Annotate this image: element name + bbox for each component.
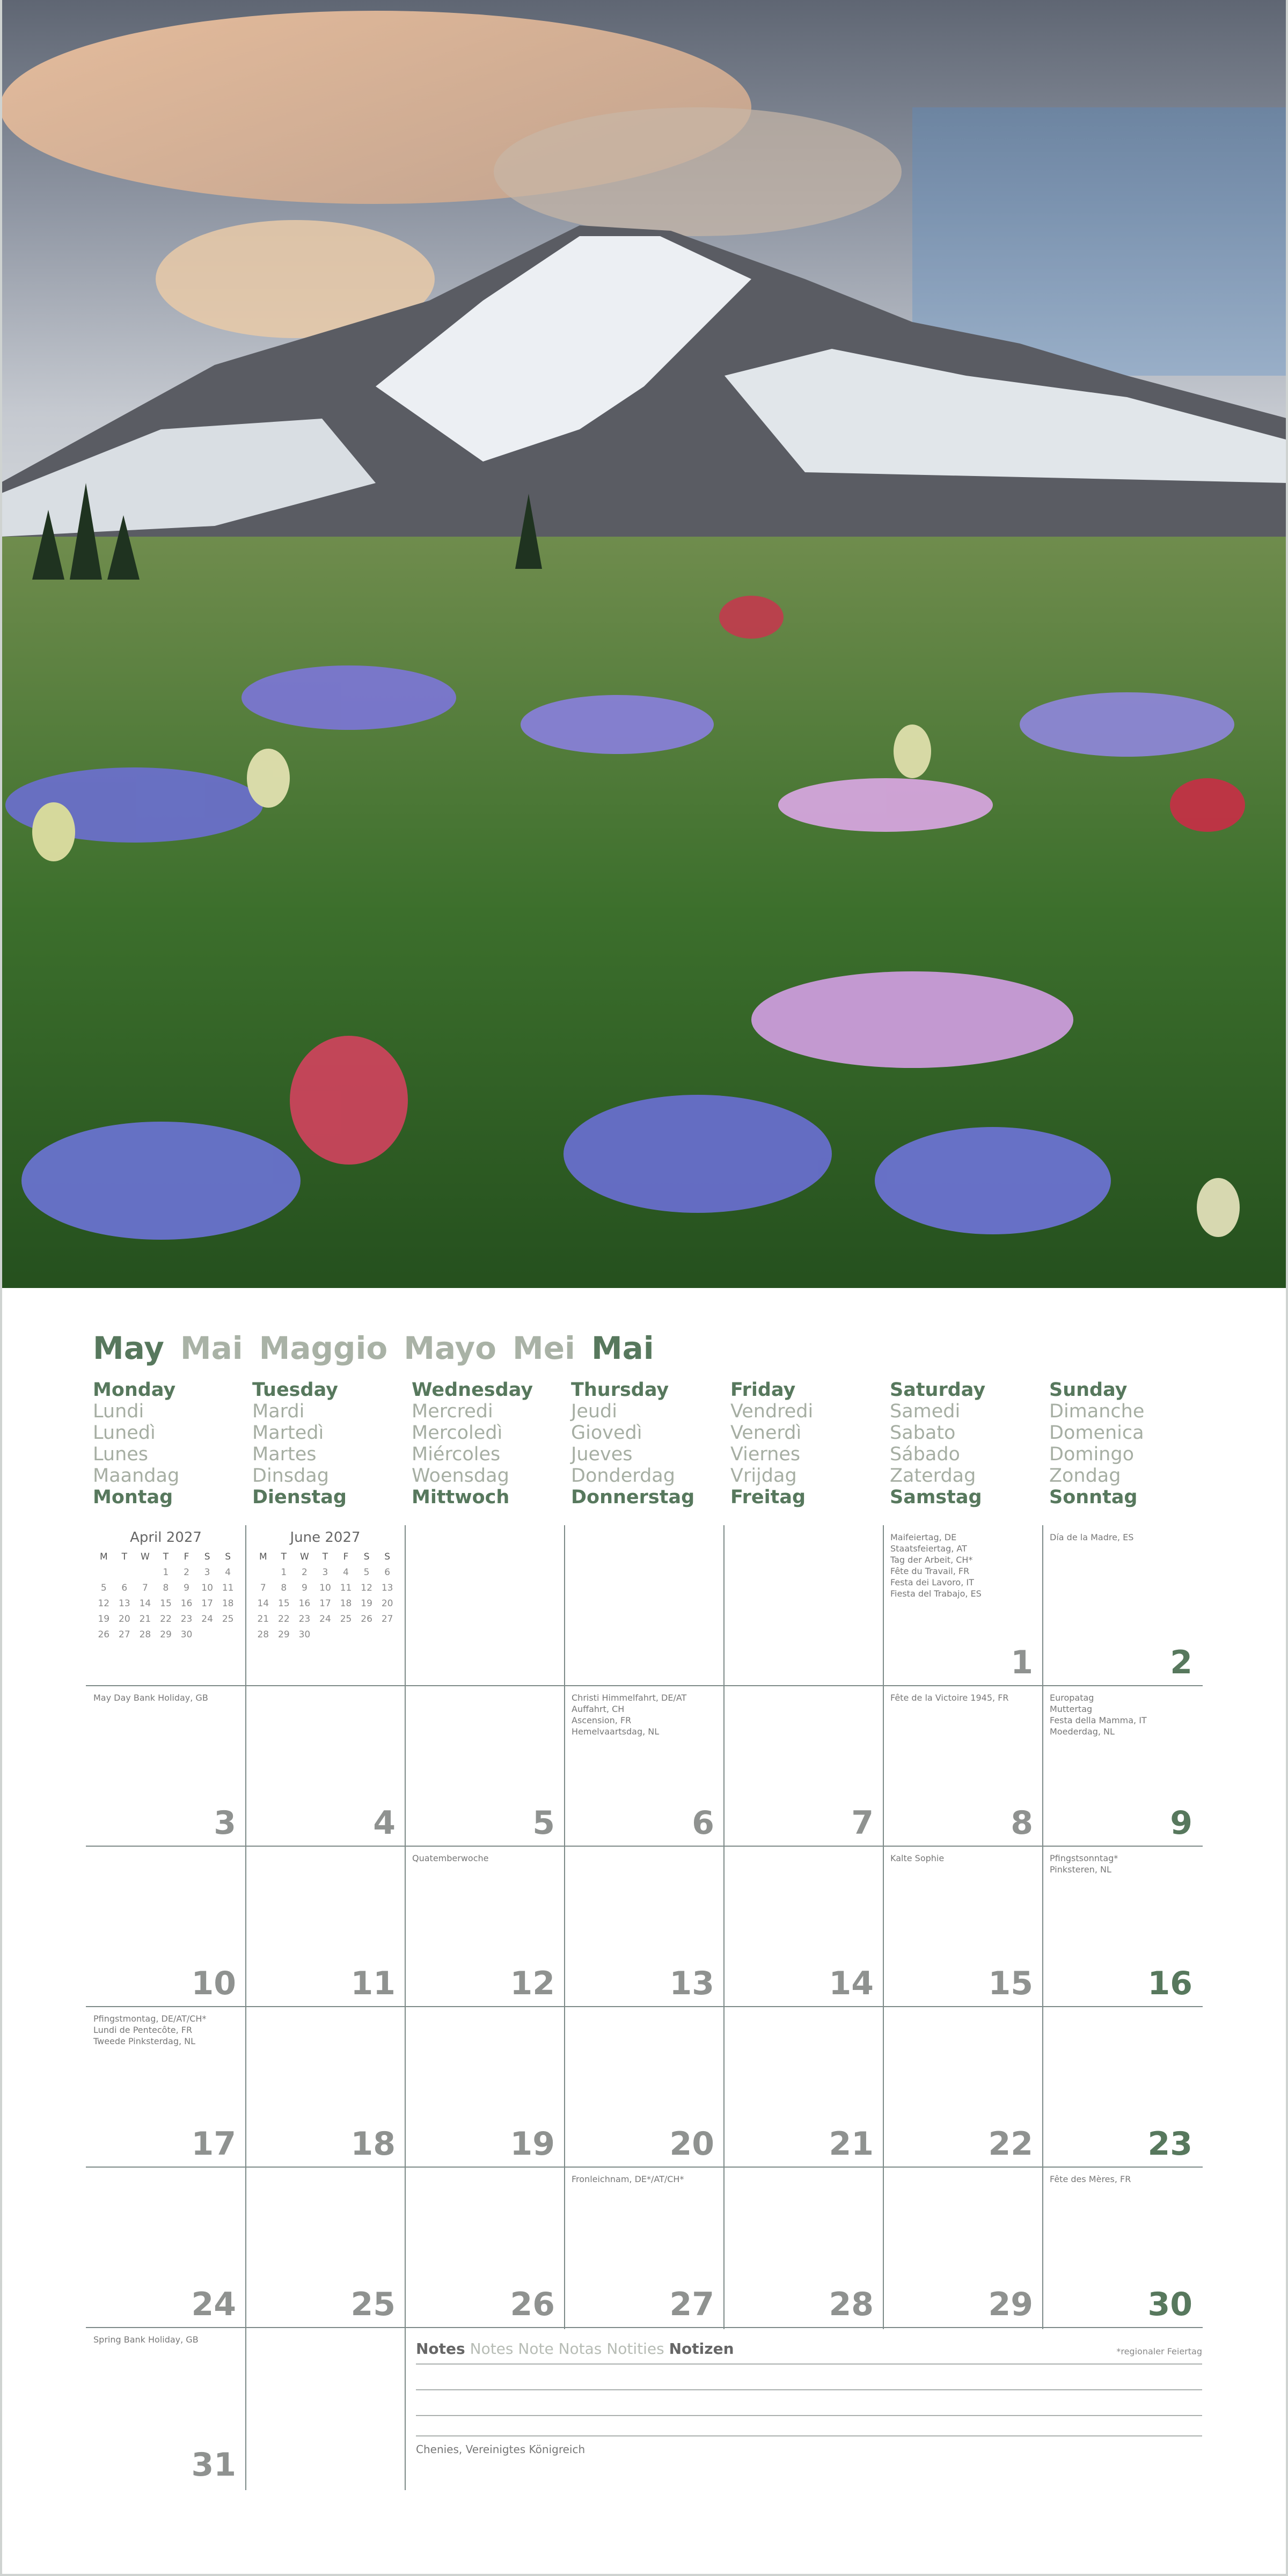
notes-area[interactable]: [411, 2330, 1202, 2491]
day-number: 4: [373, 1804, 396, 1842]
holiday-note: May Day Bank Holiday, GB: [93, 1693, 208, 1703]
month-name-nl: Mei: [513, 1330, 575, 1366]
day-cell[interactable]: [564, 1846, 724, 2007]
day-number: 22: [988, 2125, 1033, 2163]
day-cell[interactable]: [245, 2007, 405, 2168]
day-cell[interactable]: [883, 1846, 1043, 2007]
day-cell[interactable]: [405, 2007, 565, 2168]
day-number: 24: [191, 2286, 236, 2323]
month-name-it: Maggio: [259, 1330, 388, 1366]
day-cell[interactable]: [86, 1846, 246, 2007]
weekday-thursday: Thursday Jeudi Giovedì Jueves Donderdag Donnerstag: [571, 1379, 695, 1508]
day-cell[interactable]: [1042, 1686, 1202, 1847]
day-number: 23: [1147, 2125, 1192, 2163]
day-number: 20: [669, 2125, 714, 2163]
mini-calendar-june-cell: [245, 1525, 405, 1686]
holiday-note: Kalte Sophie: [890, 1853, 945, 1863]
notes-line: [416, 2389, 1202, 2390]
day-cell[interactable]: [564, 2007, 724, 2168]
day-cell[interactable]: [405, 2167, 565, 2328]
holiday-note: Maifeiertag, DE Staatsfeiertag, AT Tag der Arbeit, CH* Fête du Travail, FR Festa dei Lavoro, IT Fiesta del Trabajo, ES: [890, 1532, 982, 1599]
empty-cell: [245, 2328, 405, 2489]
day-cell[interactable]: [405, 1846, 565, 2007]
day-cell[interactable]: [1042, 2167, 1202, 2328]
holiday-note: Día de la Madre, ES: [1050, 1532, 1134, 1542]
mini-calendar-june: June 2027 M T W T F S S 1 2 3 4 5 6 7 8 9 10 11 12 13 14 15 16 17 18 19 20 21 22 23 24 25 26 27 28 29 30: [253, 1529, 398, 1642]
day-number: 26: [510, 2286, 555, 2323]
day-cell[interactable]: [245, 2167, 405, 2328]
day-number: 27: [669, 2286, 714, 2323]
weekday-friday: Friday Vendredi Venerdì Viernes Vrijdag Freitag: [730, 1379, 814, 1508]
holiday-note: Fête des Mères, FR: [1050, 2174, 1131, 2184]
holiday-note: Spring Bank Holiday, GB: [93, 2334, 199, 2345]
weekday-sunday: Sunday Dimanche Domenica Domingo Zondag Sonntag: [1049, 1379, 1145, 1508]
day-number: 10: [191, 1965, 236, 2002]
day-cell[interactable]: [1042, 1846, 1202, 2007]
day-cell[interactable]: [723, 1846, 883, 2007]
day-number: 28: [829, 2286, 874, 2323]
photo-credit: Chenies, Vereinigtes Königreich: [416, 2443, 586, 2456]
mini-calendar-title: June 2027: [290, 1529, 361, 1546]
month-name-de: Mai: [591, 1330, 654, 1366]
holiday-note: Christi Himmelfahrt, DE/AT Auffahrt, CH Ascension, FR Hemelvaartsdag, NL: [572, 1693, 687, 1737]
notes-line: [416, 2363, 1202, 2365]
notes-line: [416, 2435, 1202, 2436]
day-number: 2: [1170, 1644, 1192, 1681]
day-cell[interactable]: [86, 2167, 246, 2328]
day-number: 21: [829, 2125, 874, 2163]
mini-calendar-april-cell: [86, 1525, 246, 1686]
day-number: 13: [669, 1965, 714, 2002]
weekday-saturday: Saturday Samedi Sabato Sábado Zaterdag Samstag: [890, 1379, 986, 1508]
day-number: 15: [988, 1965, 1033, 2002]
holiday-note: Europatag Muttertag Festa della Mamma, IT Moederdag, NL: [1050, 1693, 1147, 1737]
holiday-note: Fronleichnam, DE*/AT/CH*: [572, 2174, 684, 2184]
holiday-note: Fête de la Victoire 1945, FR: [890, 1693, 1009, 1703]
day-cell[interactable]: [723, 1686, 883, 1847]
day-cell[interactable]: [86, 1686, 246, 1847]
mini-calendar-title: April 2027: [130, 1529, 202, 1546]
day-number: 17: [191, 2125, 236, 2163]
day-cell[interactable]: [564, 1686, 724, 1847]
day-cell[interactable]: [883, 1686, 1043, 1847]
day-cell[interactable]: [405, 1686, 565, 1847]
weekday-monday: Monday Lundi Lunedì Lunes Maandag Montag: [93, 1379, 180, 1508]
weekday-tuesday: Tuesday Mardi Martedì Martes Dinsdag Dienstag: [252, 1379, 347, 1508]
holiday-note: Pfingstmontag, DE/AT/CH* Lundi de Pentecôte, FR Tweede Pinksterdag, NL: [93, 2014, 207, 2046]
day-cell[interactable]: [1042, 2007, 1202, 2168]
day-cell[interactable]: [883, 2007, 1043, 2168]
day-number: 18: [350, 2125, 396, 2163]
day-cell[interactable]: [86, 2328, 246, 2489]
day-number: 25: [350, 2286, 396, 2323]
day-number: 30: [1147, 2286, 1192, 2323]
day-cell[interactable]: [1042, 1525, 1202, 1686]
holiday-note: Quatemberwoche: [412, 1853, 489, 1863]
day-number: 14: [829, 1965, 874, 2002]
day-cell[interactable]: [86, 2007, 246, 2168]
day-number: 31: [191, 2446, 236, 2484]
day-cell[interactable]: [245, 1846, 405, 2007]
day-number: 6: [692, 1804, 714, 1842]
day-number: 11: [350, 1965, 396, 2002]
notes-line: [416, 2415, 1202, 2416]
day-number: 5: [532, 1804, 555, 1842]
holiday-note: Pfingstsonntag* Pinksteren, NL: [1050, 1853, 1118, 1875]
day-number: 7: [851, 1804, 874, 1842]
day-cell[interactable]: [883, 2167, 1043, 2328]
month-title: [93, 1330, 654, 1373]
month-name-en: May: [93, 1330, 164, 1366]
weekday-wednesday: Wednesday Mercredi Mercoledì Miércoles Woensdag Mittwoch: [412, 1379, 533, 1508]
day-cell[interactable]: [245, 1686, 405, 1847]
month-name-es: Mayo: [404, 1330, 496, 1366]
notes-title: Notes Notes Note Notas Notities Notizen: [416, 2340, 734, 2358]
day-cell[interactable]: [723, 2007, 883, 2168]
day-number: 19: [510, 2125, 555, 2163]
month-name-fr: Mai: [180, 1330, 243, 1366]
day-cell[interactable]: [564, 2167, 724, 2328]
day-number: 12: [510, 1965, 555, 2002]
regional-holiday-footnote: *regionaler Feiertag: [1116, 2346, 1202, 2357]
day-number: 16: [1147, 1965, 1192, 2002]
day-cell[interactable]: [883, 1525, 1043, 1686]
day-number: 1: [1011, 1644, 1033, 1681]
mini-calendar-april: April 2027 M T W T F S S 1 2 3 4 5 6 7 8 9 10 11 12 13 14 15 16 17 18 19 20 21 22 23 24 25 26 27 28 29 30: [93, 1529, 238, 1642]
day-number: 29: [988, 2286, 1033, 2323]
day-number: 8: [1011, 1804, 1033, 1842]
day-number: 9: [1170, 1804, 1192, 1842]
weekday-header: [93, 1379, 1204, 1511]
day-cell[interactable]: [723, 2167, 883, 2328]
day-number: 3: [214, 1804, 236, 1842]
